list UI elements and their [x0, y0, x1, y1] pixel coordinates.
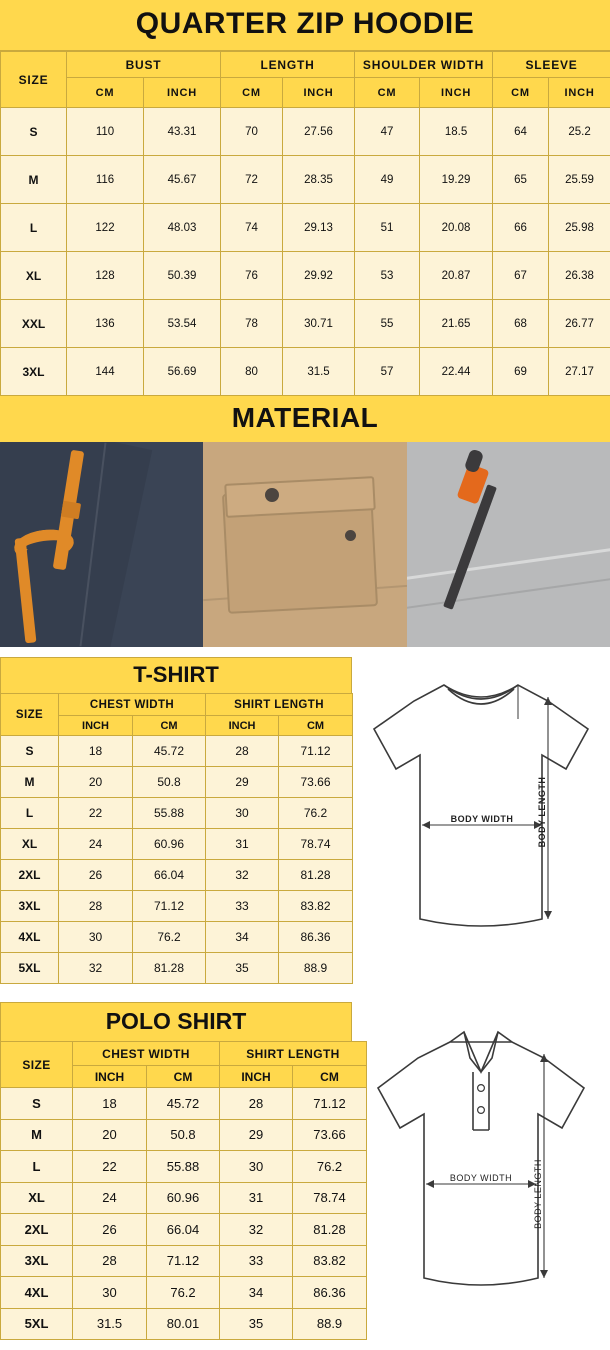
polo-cell-5-0: 28: [73, 1245, 147, 1277]
polo-cell-7-1: 80.01: [147, 1308, 220, 1340]
tshirt-body-length-label: BODY LENGTH: [537, 776, 547, 848]
tshirt-cell-3-3: 78.74: [279, 829, 353, 860]
hoodie-cell-3-6: 67: [493, 252, 549, 300]
table-row: [1, 736, 353, 767]
table-row: [1, 922, 353, 953]
tshirt-cell-4-3: 81.28: [279, 860, 353, 891]
hoodie-cell-5-5: 22.44: [420, 348, 493, 396]
hoodie-cell-4-5: 21.65: [420, 300, 493, 348]
polo-cell-6-3: 86.36: [293, 1277, 367, 1309]
polo-cell-4-1: 66.04: [147, 1214, 220, 1246]
polo-cell-7-2: 35: [220, 1308, 293, 1340]
tshirt-size-5: 3XL: [1, 891, 59, 922]
hoodie-cell-1-0: 116: [67, 156, 144, 204]
polo-size-1: M: [1, 1119, 73, 1151]
hoodie-cell-4-0: 136: [67, 300, 144, 348]
hoodie-col-sleeve: SLEEVE: [493, 52, 610, 78]
polo-unit-chest-cm: CM: [147, 1066, 220, 1088]
hoodie-cell-1-6: 65: [493, 156, 549, 204]
table-row: [1, 1214, 367, 1246]
hoodie-cell-1-7: 25.59: [549, 156, 610, 204]
polo-size-6: 4XL: [1, 1277, 73, 1309]
polo-cell-2-0: 22: [73, 1151, 147, 1183]
table-row: [1, 1182, 367, 1214]
hoodie-col-bust: BUST: [67, 52, 221, 78]
hoodie-unit-sleeve-inch: INCH: [549, 78, 610, 108]
table-row: [1, 953, 353, 984]
hoodie-cell-2-4: 51: [355, 204, 420, 252]
hoodie-section-title: QUARTER ZIP HOODIE: [0, 0, 610, 51]
hoodie-cell-4-3: 30.71: [283, 300, 355, 348]
table-row: [1, 348, 610, 396]
hoodie-size-4: XXL: [1, 300, 67, 348]
hoodie-cell-3-2: 76: [221, 252, 283, 300]
hoodie-cell-5-4: 57: [355, 348, 420, 396]
hoodie-unit-bust-inch: INCH: [144, 78, 221, 108]
polo-section: [0, 1002, 610, 1340]
material-photo-strip: [0, 442, 610, 647]
navy-drawstring-photo: [0, 442, 203, 647]
tshirt-section-title: T-SHIRT: [0, 657, 352, 693]
polo-cell-6-2: 34: [220, 1277, 293, 1309]
hoodie-size-5: 3XL: [1, 348, 67, 396]
tshirt-section: [0, 657, 610, 992]
tshirt-size-4: 2XL: [1, 860, 59, 891]
tshirt-size-0: S: [1, 736, 59, 767]
tshirt-size-2: L: [1, 798, 59, 829]
polo-cell-2-2: 30: [220, 1151, 293, 1183]
tshirt-body-width-label: BODY WIDTH: [450, 814, 514, 824]
polo-cell-0-0: 18: [73, 1088, 147, 1120]
polo-col-size: SIZE: [1, 1042, 73, 1088]
tshirt-cell-3-1: 60.96: [133, 829, 206, 860]
polo-cell-1-3: 73.66: [293, 1119, 367, 1151]
hoodie-cell-0-1: 43.31: [144, 108, 221, 156]
table-row: [1, 1151, 367, 1183]
tshirt-cell-5-2: 33: [206, 891, 279, 922]
hoodie-unit-shoulder-cm: CM: [355, 78, 420, 108]
section-divider: [0, 647, 610, 657]
polo-size-table: [0, 1041, 367, 1340]
table-row: [1, 1245, 367, 1277]
tshirt-cell-2-1: 55.88: [133, 798, 206, 829]
polo-cell-6-1: 76.2: [147, 1277, 220, 1309]
hoodie-unit-row: [1, 78, 610, 108]
polo-cell-6-0: 30: [73, 1277, 147, 1309]
tshirt-header-row: [1, 694, 353, 716]
table-row: [1, 156, 610, 204]
tshirt-cell-2-2: 30: [206, 798, 279, 829]
table-row: [1, 1308, 367, 1340]
polo-size-2: L: [1, 1151, 73, 1183]
drawstring-tip: [61, 501, 81, 520]
tshirt-cell-5-1: 71.12: [133, 891, 206, 922]
hoodie-col-size: SIZE: [1, 52, 67, 108]
hoodie-cell-2-0: 122: [67, 204, 144, 252]
hoodie-cell-3-7: 26.38: [549, 252, 610, 300]
tshirt-cell-3-2: 31: [206, 829, 279, 860]
polo-cell-7-3: 88.9: [293, 1308, 367, 1340]
polo-cell-1-1: 50.8: [147, 1119, 220, 1151]
khaki-pocket-photo: [203, 442, 406, 647]
tshirt-cell-7-1: 81.28: [133, 953, 206, 984]
polo-size-0: S: [1, 1088, 73, 1120]
hoodie-cell-2-2: 74: [221, 204, 283, 252]
hoodie-cell-2-7: 25.98: [549, 204, 610, 252]
hoodie-cell-4-4: 55: [355, 300, 420, 348]
tshirt-diagram: [352, 657, 610, 992]
polo-cell-5-1: 71.12: [147, 1245, 220, 1277]
tshirt-cell-4-1: 66.04: [133, 860, 206, 891]
tshirt-size-1: M: [1, 767, 59, 798]
polo-unit-length-inch: INCH: [220, 1066, 293, 1088]
polo-cell-0-3: 71.12: [293, 1088, 367, 1120]
polo-cell-5-2: 33: [220, 1245, 293, 1277]
table-row: [1, 252, 610, 300]
tshirt-cell-3-0: 24: [59, 829, 133, 860]
tshirt-cell-6-2: 34: [206, 922, 279, 953]
hoodie-cell-2-3: 29.13: [283, 204, 355, 252]
tshirt-size-6: 4XL: [1, 922, 59, 953]
hoodie-cell-5-0: 144: [67, 348, 144, 396]
tshirt-cell-2-3: 76.2: [279, 798, 353, 829]
tshirt-cell-1-2: 29: [206, 767, 279, 798]
tshirt-size-3: XL: [1, 829, 59, 860]
tshirt-cell-0-1: 45.72: [133, 736, 206, 767]
table-row: [1, 300, 610, 348]
polo-illustration: [352, 1002, 610, 1322]
tshirt-cell-1-3: 73.66: [279, 767, 353, 798]
hoodie-cell-2-5: 20.08: [420, 204, 493, 252]
polo-cell-4-0: 26: [73, 1214, 147, 1246]
section-divider: [0, 992, 610, 1002]
fabric-fold: [407, 546, 610, 581]
hoodie-cell-5-7: 27.17: [549, 348, 610, 396]
polo-col-shirt-length: SHIRT LENGTH: [220, 1042, 367, 1066]
tshirt-cell-5-3: 83.82: [279, 891, 353, 922]
table-row: [1, 1119, 367, 1151]
tshirt-cell-0-3: 71.12: [279, 736, 353, 767]
hoodie-cell-1-2: 72: [221, 156, 283, 204]
hoodie-unit-bust-cm: CM: [67, 78, 144, 108]
tshirt-cell-1-0: 20: [59, 767, 133, 798]
polo-table-wrap: [0, 1002, 352, 1340]
tshirt-size-7: 5XL: [1, 953, 59, 984]
tshirt-cell-4-0: 26: [59, 860, 133, 891]
tshirt-col-chest-width: CHEST WIDTH: [59, 694, 206, 716]
table-row: [1, 767, 353, 798]
tshirt-cell-7-0: 32: [59, 953, 133, 984]
polo-cell-3-3: 78.74: [293, 1182, 367, 1214]
tshirt-cell-7-2: 35: [206, 953, 279, 984]
hoodie-cell-3-4: 53: [355, 252, 420, 300]
hoodie-cell-1-3: 28.35: [283, 156, 355, 204]
tshirt-col-shirt-length: SHIRT LENGTH: [206, 694, 353, 716]
polo-cell-4-2: 32: [220, 1214, 293, 1246]
tshirt-unit-length-inch: INCH: [206, 716, 279, 736]
hoodie-cell-3-1: 50.39: [144, 252, 221, 300]
hoodie-cell-2-6: 66: [493, 204, 549, 252]
polo-cell-3-2: 31: [220, 1182, 293, 1214]
polo-unit-length-cm: CM: [293, 1066, 367, 1088]
grey-zipper-photo: [407, 442, 610, 647]
fabric-fold: [407, 576, 610, 610]
hoodie-unit-shoulder-inch: INCH: [420, 78, 493, 108]
hoodie-size-3: XL: [1, 252, 67, 300]
polo-size-5: 3XL: [1, 1245, 73, 1277]
hoodie-cell-4-1: 53.54: [144, 300, 221, 348]
table-row: [1, 1088, 367, 1120]
hoodie-cell-0-5: 18.5: [420, 108, 493, 156]
polo-diagram: [352, 1002, 610, 1340]
polo-cell-7-0: 31.5: [73, 1308, 147, 1340]
table-row: [1, 108, 610, 156]
tshirt-unit-length-cm: CM: [279, 716, 353, 736]
table-row: [1, 891, 353, 922]
hoodie-cell-0-4: 47: [355, 108, 420, 156]
table-row: [1, 204, 610, 252]
tshirt-cell-6-3: 86.36: [279, 922, 353, 953]
polo-size-3: XL: [1, 1182, 73, 1214]
tshirt-illustration: [352, 657, 610, 987]
polo-body-width-label: BODY WIDTH: [449, 1173, 513, 1183]
polo-size-4: 2XL: [1, 1214, 73, 1246]
hoodie-size-1: M: [1, 156, 67, 204]
hoodie-cell-0-3: 27.56: [283, 108, 355, 156]
tshirt-cell-4-2: 32: [206, 860, 279, 891]
hoodie-cell-2-1: 48.03: [144, 204, 221, 252]
hoodie-cell-0-7: 25.2: [549, 108, 610, 156]
hoodie-cell-5-2: 80: [221, 348, 283, 396]
polo-col-chest-width: CHEST WIDTH: [73, 1042, 220, 1066]
hoodie-col-length: LENGTH: [221, 52, 355, 78]
hoodie-cell-0-0: 110: [67, 108, 144, 156]
polo-cell-5-3: 83.82: [293, 1245, 367, 1277]
polo-cell-0-2: 28: [220, 1088, 293, 1120]
hoodie-cell-1-4: 49: [355, 156, 420, 204]
hoodie-size-table: [0, 51, 610, 396]
tshirt-cell-6-0: 30: [59, 922, 133, 953]
polo-size-7: 5XL: [1, 1308, 73, 1340]
table-row: [1, 1277, 367, 1309]
hoodie-cell-1-1: 45.67: [144, 156, 221, 204]
polo-cell-1-0: 20: [73, 1119, 147, 1151]
tshirt-cell-0-2: 28: [206, 736, 279, 767]
tshirt-table-wrap: [0, 657, 352, 992]
tshirt-cell-6-1: 76.2: [133, 922, 206, 953]
hoodie-cell-0-2: 70: [221, 108, 283, 156]
polo-header-row: [1, 1042, 367, 1066]
hoodie-cell-5-1: 56.69: [144, 348, 221, 396]
hoodie-cell-1-5: 19.29: [420, 156, 493, 204]
zipper-track: [443, 484, 497, 610]
polo-cell-1-2: 29: [220, 1119, 293, 1151]
tshirt-cell-7-3: 88.9: [279, 953, 353, 984]
table-row: [1, 860, 353, 891]
hoodie-unit-sleeve-cm: CM: [493, 78, 549, 108]
hoodie-cell-3-3: 29.92: [283, 252, 355, 300]
polo-unit-chest-inch: INCH: [73, 1066, 147, 1088]
polo-cell-3-0: 24: [73, 1182, 147, 1214]
hoodie-cell-3-5: 20.87: [420, 252, 493, 300]
hoodie-size-0: S: [1, 108, 67, 156]
polo-cell-0-1: 45.72: [147, 1088, 220, 1120]
polo-body-length-label: BODY LENGTH: [533, 1159, 543, 1229]
hoodie-size-2: L: [1, 204, 67, 252]
tshirt-size-table: [0, 693, 353, 984]
hoodie-cell-0-6: 64: [493, 108, 549, 156]
polo-cell-2-1: 55.88: [147, 1151, 220, 1183]
tshirt-col-size: SIZE: [1, 694, 59, 736]
table-row: [1, 829, 353, 860]
tshirt-cell-1-1: 50.8: [133, 767, 206, 798]
hoodie-unit-length-inch: INCH: [283, 78, 355, 108]
polo-cell-4-3: 81.28: [293, 1214, 367, 1246]
tshirt-unit-chest-cm: CM: [133, 716, 206, 736]
hoodie-col-shoulder-width: SHOULDER WIDTH: [355, 52, 493, 78]
polo-cell-2-3: 76.2: [293, 1151, 367, 1183]
material-section-title: MATERIAL: [0, 396, 610, 442]
polo-section-title: POLO SHIRT: [0, 1002, 352, 1041]
hoodie-cell-4-2: 78: [221, 300, 283, 348]
polo-cell-3-1: 60.96: [147, 1182, 220, 1214]
tshirt-cell-2-0: 22: [59, 798, 133, 829]
hoodie-cell-5-6: 69: [493, 348, 549, 396]
tshirt-cell-0-0: 18: [59, 736, 133, 767]
hoodie-cell-3-0: 128: [67, 252, 144, 300]
tshirt-unit-chest-inch: INCH: [59, 716, 133, 736]
hoodie-cell-4-6: 68: [493, 300, 549, 348]
hoodie-cell-5-3: 31.5: [283, 348, 355, 396]
hoodie-header-row: [1, 52, 610, 78]
table-row: [1, 798, 353, 829]
hoodie-cell-4-7: 26.77: [549, 300, 610, 348]
tshirt-cell-5-0: 28: [59, 891, 133, 922]
hoodie-unit-length-cm: CM: [221, 78, 283, 108]
